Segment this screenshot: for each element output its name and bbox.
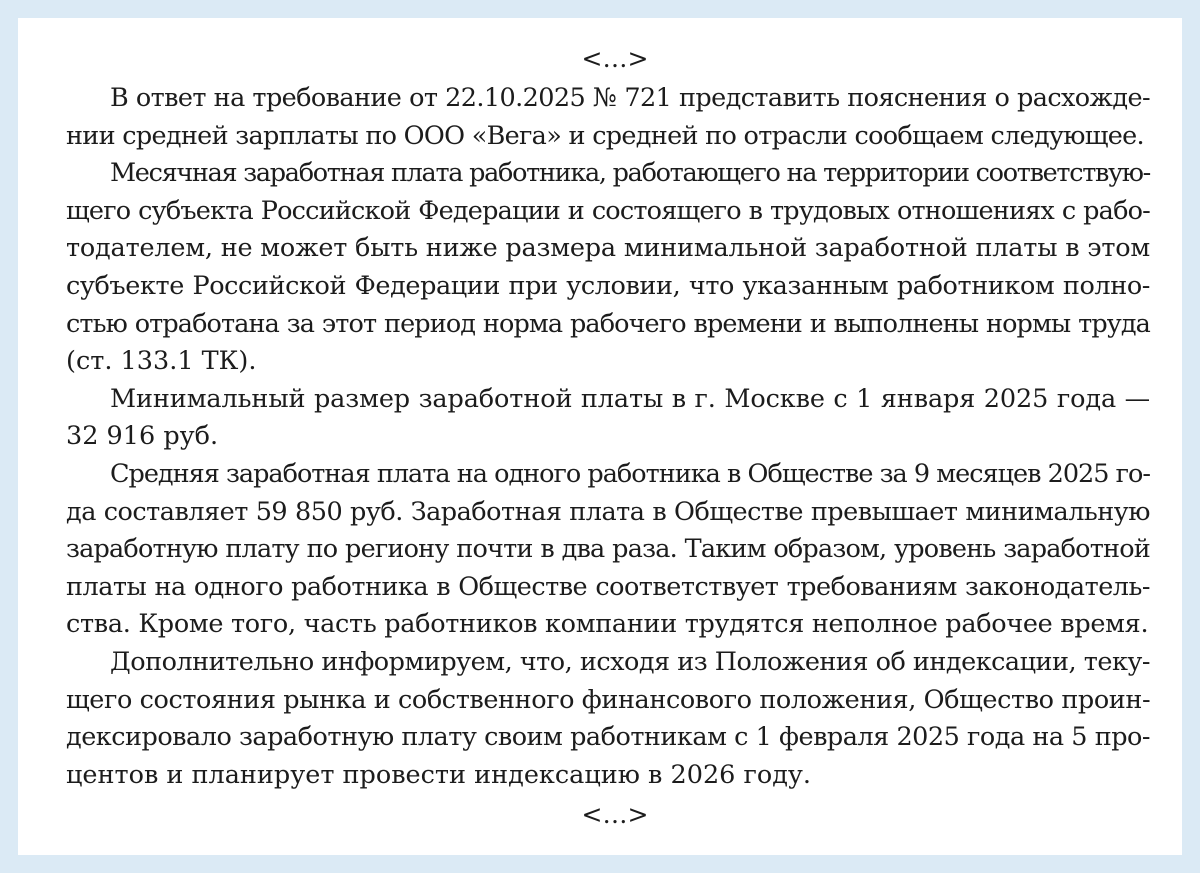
document-card bbox=[18, 18, 1182, 855]
text-line: Дополнительно информируем, что, исходя из Положения об индексации, теку- bbox=[110, 646, 1150, 677]
text-line: (ст. 133.1 ТК). bbox=[66, 346, 257, 377]
paragraph-3 bbox=[66, 381, 1150, 456]
text-line: платы на одного работника в Обществе соответствует требованиям законодатель- bbox=[66, 571, 1150, 602]
text-line: тодателем, не может быть ниже размера минимальной заработной платы в этом bbox=[66, 233, 1151, 264]
text-line: субъекте Российской Федерации при условии, что указанным работником полно- bbox=[66, 270, 1150, 301]
text-line: Месячная заработная плата работника, работающего на территории соответствую- bbox=[110, 158, 1150, 189]
paragraph-2 bbox=[66, 155, 1150, 381]
text-line: Минимальный размер заработной платы в г. Москве с 1 января 2025 года — bbox=[110, 383, 1150, 414]
text-line: В ответ на требование от 22.10.2025 № 721 представить пояснения о расхожде- bbox=[110, 83, 1150, 113]
text-line: заработную плату по региону почти в два раза. Таким образом, уровень заработной bbox=[66, 534, 1150, 565]
text-line: нии средней зарплаты по ООО «Вега» и средней по отрасли сообщаем следующее. bbox=[66, 120, 1144, 151]
paragraph-5 bbox=[66, 644, 1150, 794]
paragraph-4 bbox=[66, 456, 1150, 644]
text-line: дексировало заработную плату своим работникам с 1 февраля 2025 года на 5 про- bbox=[66, 722, 1150, 753]
text-line: стью отработана за этот период норма рабочего времени и выполнены нормы труда bbox=[66, 308, 1150, 339]
omission-marker-bottom: <…> bbox=[581, 800, 649, 830]
text-line: щего состояния рынка и собственного финансового положения, Общество проин- bbox=[66, 684, 1151, 715]
text-line: Средняя заработная плата на одного работника в Обществе за 9 месяцев 2025 го- bbox=[110, 458, 1150, 489]
text-line: да составляет 59 850 руб. Заработная плата в Обществе превышает минимальную bbox=[66, 496, 1150, 527]
text-line: щего субъекта Российской Федерации и состоящего в трудовых отношениях с рабо- bbox=[66, 195, 1150, 226]
text-line: ства. Кроме того, часть работников компании трудятся неполное рабочее время. bbox=[66, 609, 1149, 640]
text-line: 32 916 руб. bbox=[66, 421, 219, 452]
omission-marker-top: <…> bbox=[581, 44, 649, 73]
text-line: центов и планирует провести индексацию в 2026 году. bbox=[66, 759, 812, 790]
paragraph-1 bbox=[66, 80, 1150, 155]
